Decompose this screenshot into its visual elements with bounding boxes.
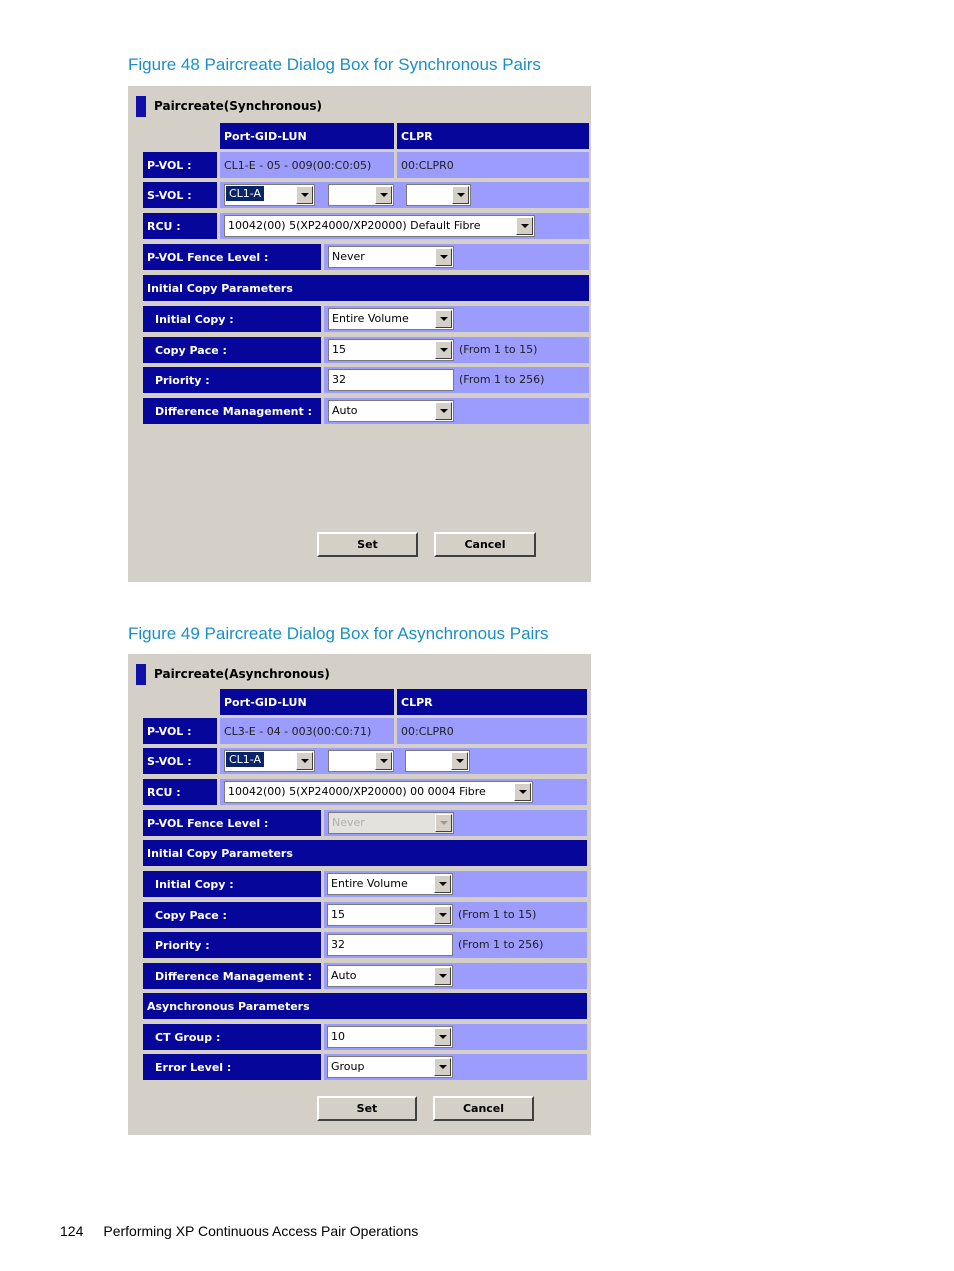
chevron-down-icon[interactable] [516,217,533,235]
initial-copy-label: Initial Copy : [143,871,321,897]
title-marker [136,664,146,685]
svol-port-value: CL1-A [226,752,264,767]
svol-label: S-VOL : [143,182,217,208]
difference-management-select[interactable] [327,965,453,987]
chevron-down-icon[interactable] [452,186,469,204]
svol-port-value: CL1-A [226,186,264,201]
copy-pace-value: 15 [331,908,345,921]
error-level-select[interactable] [327,1056,453,1078]
chevron-down-icon[interactable] [434,967,451,985]
priority-range: (From 1 to 256) [459,373,545,386]
rcu-label: RCU : [143,779,217,805]
paircreate-sync-dialog [128,86,591,582]
header-clpr: CLPR [397,689,587,715]
svol-lun-select[interactable] [406,184,471,206]
page-number: 124 [60,1223,84,1239]
initial-copy-parameters-header: Initial Copy Parameters [143,275,589,301]
copy-pace-value: 15 [332,343,346,356]
priority-input[interactable]: 32 [328,369,454,391]
rcu-select[interactable] [224,215,535,237]
svol-port-select[interactable] [224,184,315,206]
fence-level-select[interactable] [328,246,454,268]
chevron-down-icon[interactable] [296,752,313,770]
chevron-down-icon[interactable] [434,906,451,924]
page-footer [60,1223,418,1239]
fence-level-label: P-VOL Fence Level : [143,810,321,836]
difference-management-value: Auto [332,404,358,417]
copy-pace-label: Copy Pace : [143,902,321,928]
chevron-down-icon[interactable] [375,752,392,770]
dialog-title-text: Paircreate(Asynchronous) [154,667,330,681]
header-port-gid-lun: Port-GID-LUN [220,123,394,149]
initial-copy-value: Entire Volume [331,877,408,890]
chevron-down-icon[interactable] [435,341,452,359]
copy-pace-range: (From 1 to 15) [459,343,538,356]
initial-copy-parameters-header: Initial Copy Parameters [143,840,587,866]
chevron-down-icon[interactable] [434,875,451,893]
asynchronous-parameters-header: Asynchronous Parameters [143,993,587,1019]
set-button[interactable]: Set [317,1096,417,1121]
cancel-button[interactable]: Cancel [434,532,536,557]
svol-label: S-VOL : [143,748,217,774]
ct-group-label: CT Group : [143,1024,321,1050]
dialog-title [136,95,322,117]
section-title: Performing XP Continuous Access Pair Operations [103,1223,419,1239]
svol-gid-select[interactable] [328,184,394,206]
figure-48-caption: Figure 48 Paircreate Dialog Box for Synchronous Pairs [128,55,541,74]
priority-label: Priority : [143,932,321,958]
fence-level-select [328,812,454,834]
chevron-down-icon[interactable] [435,248,452,266]
pvol-clpr-value: 00:CLPR0 [397,152,589,178]
chevron-down-icon[interactable] [451,752,468,770]
header-clpr: CLPR [397,123,589,149]
chevron-down-icon[interactable] [435,310,452,328]
set-button[interactable]: Set [317,532,418,557]
ct-group-value: 10 [331,1030,345,1043]
fence-level-label: P-VOL Fence Level : [143,244,321,270]
pvol-port-value: CL1-E - 05 - 009(00:C0:05) [220,152,394,178]
copy-pace-range: (From 1 to 15) [458,908,537,921]
rcu-label: RCU : [143,213,217,239]
rcu-value: 10042(00) 5(XP24000/XP20000) 00 0004 Fibre [228,785,486,798]
svol-port-select[interactable] [224,750,315,772]
copy-pace-label: Copy Pace : [143,337,321,363]
chevron-down-icon[interactable] [435,402,452,420]
cancel-button[interactable]: Cancel [433,1096,534,1121]
priority-input[interactable]: 32 [327,934,453,956]
priority-range: (From 1 to 256) [458,938,544,951]
chevron-down-icon[interactable] [296,186,313,204]
figure-49-caption: Figure 49 Paircreate Dialog Box for Asynchronous Pairs [128,624,549,643]
rcu-value: 10042(00) 5(XP24000/XP20000) Default Fibre [228,219,481,232]
chevron-down-icon[interactable] [514,783,531,801]
difference-management-label: Difference Management : [143,398,321,424]
chevron-down-icon[interactable] [434,1028,451,1046]
dialog-title [136,663,330,685]
chevron-down-icon[interactable] [375,186,392,204]
pvol-label: P-VOL : [143,152,217,178]
title-marker [136,96,146,117]
ct-group-select[interactable] [327,1026,453,1048]
fence-level-value: Never [332,250,365,263]
paircreate-async-dialog [128,654,591,1135]
initial-copy-select[interactable] [327,873,453,895]
error-level-value: Group [331,1060,365,1073]
chevron-down-icon [435,814,452,832]
chevron-down-icon[interactable] [434,1058,451,1076]
svol-lun-select[interactable] [405,750,470,772]
initial-copy-select[interactable] [328,308,454,330]
initial-copy-value: Entire Volume [332,312,409,325]
priority-label: Priority : [143,367,321,393]
initial-copy-label: Initial Copy : [143,306,321,332]
pvol-port-value: CL3-E - 04 - 003(00:C0:71) [220,718,394,744]
difference-management-value: Auto [331,969,357,982]
pvol-label: P-VOL : [143,718,217,744]
header-port-gid-lun: Port-GID-LUN [220,689,394,715]
difference-management-label: Difference Management : [143,963,321,989]
dialog-title-text: Paircreate(Synchronous) [154,99,323,113]
svol-gid-select[interactable] [328,750,394,772]
difference-management-select[interactable] [328,400,454,422]
copy-pace-select[interactable] [328,339,454,361]
pvol-clpr-value: 00:CLPR0 [397,718,587,744]
error-level-label: Error Level : [143,1054,321,1080]
copy-pace-select[interactable] [327,904,453,926]
rcu-select[interactable] [224,781,533,803]
fence-level-value: Never [332,816,365,829]
